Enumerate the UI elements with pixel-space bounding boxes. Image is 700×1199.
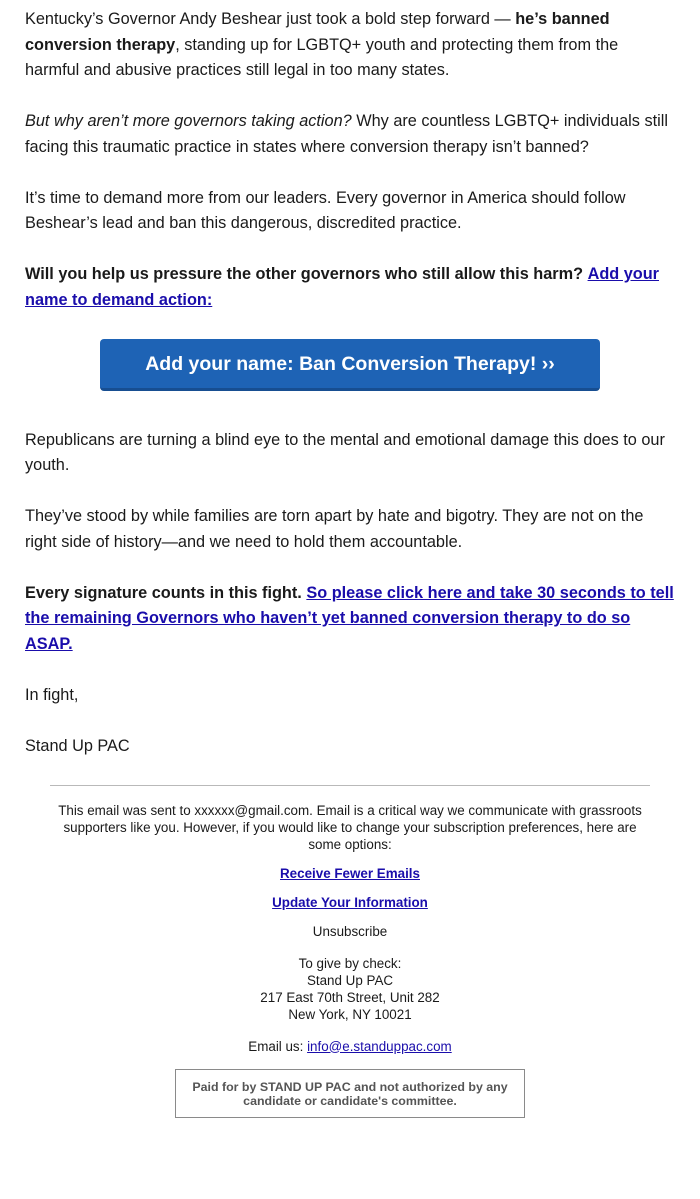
footer-notice: This email was sent to xxxxxx@gmail.com. Email is a critical way we communicate with grassroots supporters like you. However, if you would like to change your subscription preferences, here are some options: [58,802,642,852]
click-here-link[interactable]: So please click here and take 30 seconds to tell the remaining Governors who haven’t yet banned conversion therapy to do so ASAP. [25,583,674,653]
email-us-row [50,1038,650,1055]
signature: Stand Up PAC [25,736,130,755]
address-line: Stand Up PAC [306,972,394,988]
add-your-name-button[interactable]: Add your name: Ban Conversion Therapy! ›› [100,339,600,391]
signoff: In fight, [25,685,79,704]
paragraph-2 [25,109,675,160]
paragraph-4 [25,262,675,313]
paragraph-3: It’s time to demand more from our leaders. Every governor in America should follow Beshear’s lead and ban this dangerous, discredited practice. [25,188,626,232]
update-info-row [50,894,650,911]
email-footer [50,785,650,1118]
add-name-link[interactable]: Add your name to demand action: [25,265,660,309]
paragraph-7 [25,581,675,658]
mailing-address [50,955,650,1023]
receive-fewer-emails-link[interactable]: Receive Fewer Emails [280,865,420,881]
address-line: 217 East 70th Street, Unit 282 [260,989,440,1005]
paragraph-6: They’ve stood by while families are torn apart by hate and bigotry. They are not on the right side of history—and we need to hold them accountable. [25,507,644,551]
paragraph-5: Republicans are turning a blind eye to the mental and emotional damage this does to our youth. [25,430,665,474]
p2-italic-text: But why aren’t more governors taking action? [25,112,352,130]
cta-container [25,339,675,391]
fewer-emails-row [50,865,650,882]
check-label: To give by check: [298,955,402,971]
p4-bold-text: Will you help us pressure the other governors who still allow this harm? [25,265,584,283]
paid-for-disclaimer: Paid for by STAND UP PAC and not authorized by any candidate or candidate's committee. [175,1069,525,1118]
p1-text-before: Kentucky’s Governor Andy Beshear just took a bold step forward — [25,10,516,28]
contact-email-link[interactable]: info@e.standuppac.com [307,1038,452,1054]
address-line: New York, NY 10021 [288,1006,412,1022]
update-information-link[interactable]: Update Your Information [272,894,428,910]
p1-bold-text: he’s banned conversion therapy [25,10,610,54]
p1-text-after: , standing up for LGBTQ+ youth and protecting them from the harmful and abusive practices still legal in too many states. [25,35,619,79]
unsubscribe-text: Unsubscribe [312,923,388,939]
paragraph-1 [25,7,675,84]
p2-text-after: Why are countless LGBTQ+ individuals still facing this traumatic practice in states where conversion therapy isn’t banned? [25,112,668,156]
email-us-label: Email us: [248,1038,308,1054]
p7-bold-text: Every signature counts in this fight. [25,583,302,602]
